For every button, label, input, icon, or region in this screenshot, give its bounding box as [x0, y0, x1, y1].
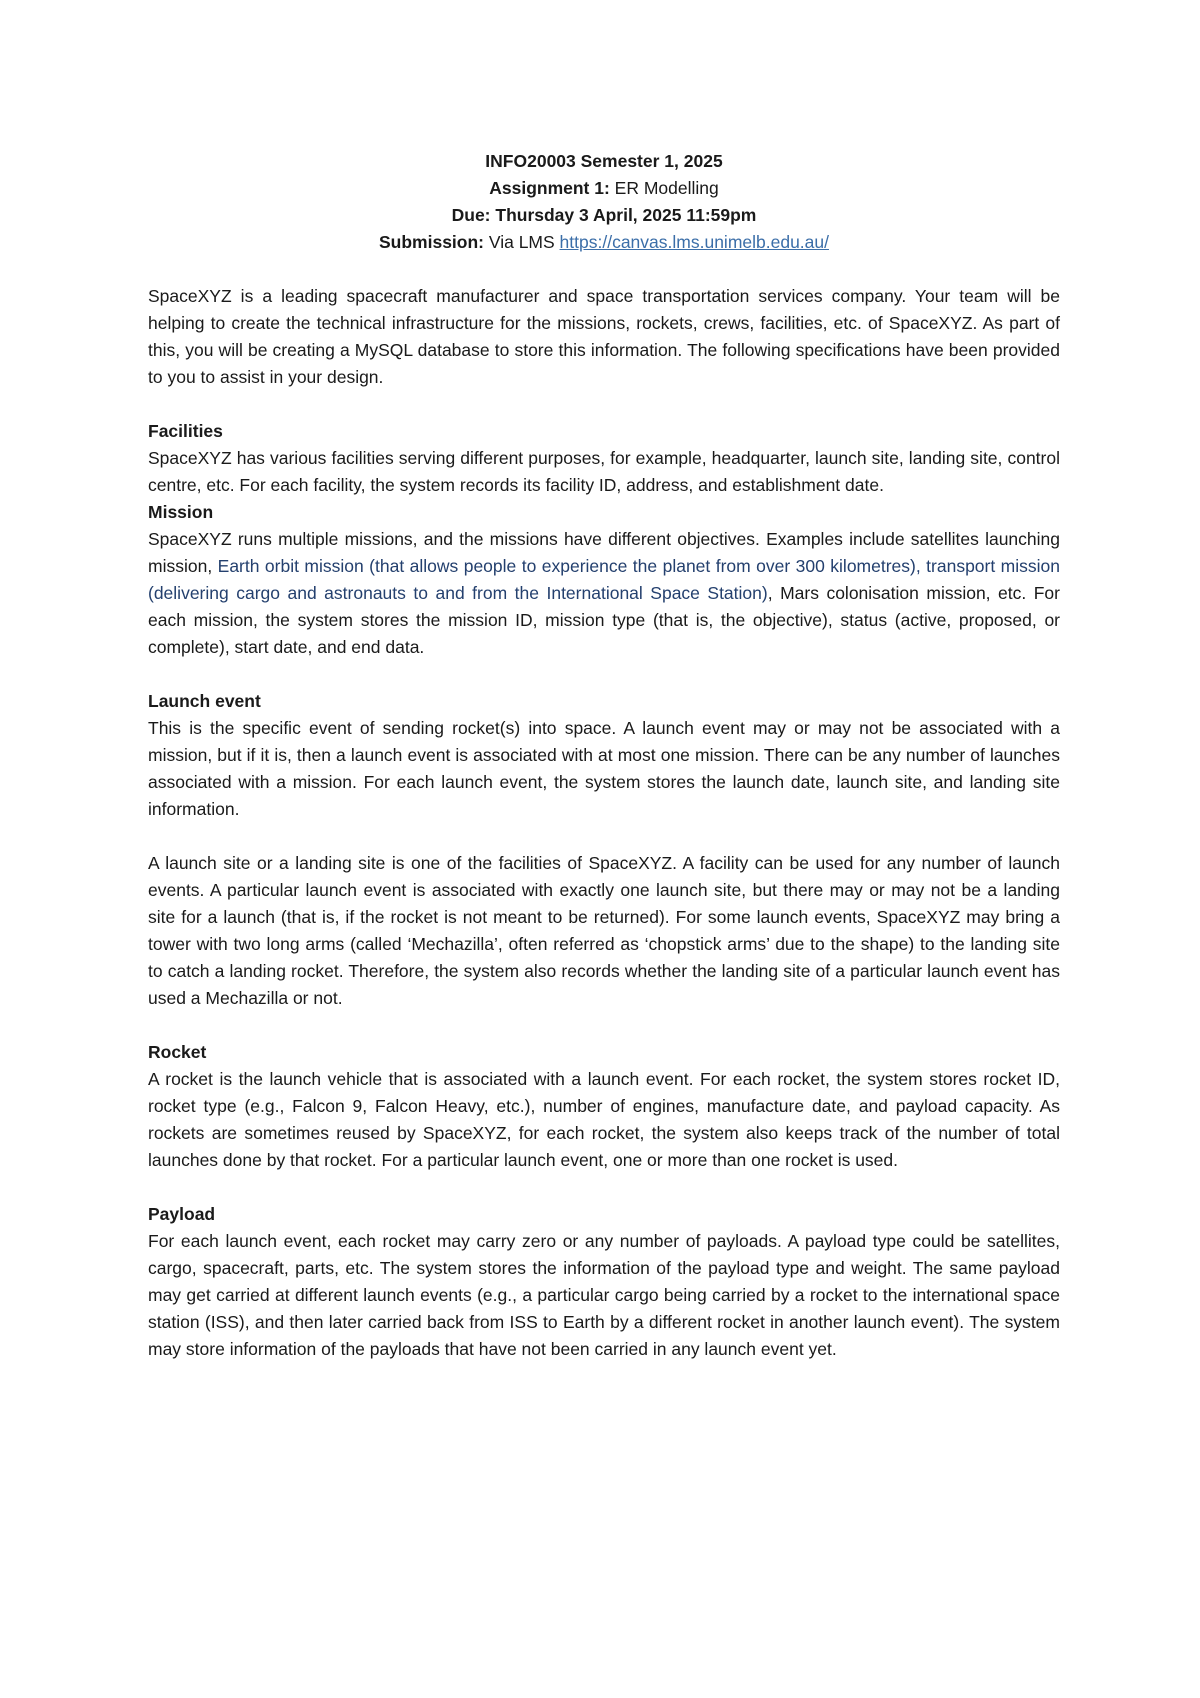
submission-text: Via LMS: [484, 232, 560, 252]
launch-event-heading: Launch event: [148, 691, 261, 711]
course-title: INFO20003 Semester 1, 2025: [485, 151, 723, 171]
assignment-title: ER Modelling: [609, 178, 719, 198]
launch-event-paragraph: This is the specific event of sending rocket(s) into space. A launch event may or may not be associated with a mission, but if it is, then a launch event is associated with at most one mission. There can be any number of launches associated with a mission. For each launch event, the system stores the launch date, launch site, and landing site information.: [148, 718, 1060, 819]
payload-paragraph: For each launch event, each rocket may carry zero or any number of payloads. A payload type could be satellites, cargo, spacecraft, parts, etc. The system stores the information of the payload type and weight. The same payload may get carried at different launch events (e.g., a particular cargo being carried by a rocket to the international space station (ISS), and then later carried back from ISS to Earth by a different rocket in another launch event). The system may store information of the payloads that have not been carried in any launch event yet.: [148, 1231, 1060, 1359]
lms-link[interactable]: https://canvas.lms.unimelb.edu.au/: [559, 232, 829, 252]
mission-heading: Mission: [148, 502, 214, 522]
mission-text-a: SpaceXYZ runs multiple missions, and the missions have different objectives. Examples include satellites launching mission,: [148, 529, 1060, 576]
launch-site-paragraph: A launch site or a landing site is one of the facilities of SpaceXYZ. A facility can be used for any number of launch events. A particular launch event is associated with exactly one launch site, but there may or may not be a landing site for a launch (that is, if the rocket is not meant to be returned). For some launch events, SpaceXYZ may bring a tower with two long arms (called ‘Mechazilla’, often referred as ‘chopstick arms’ due to the shape) to the landing site to catch a landing rocket. Therefore, the system also records whether the landing site of a particular launch event has used a Mechazilla or not.: [148, 853, 1060, 1008]
mission-text-highlight: Earth orbit mission (that allows people to experience the planet from over 300 kilometres), transport mission (delivering cargo and astronauts to and from the International Space Station): [148, 556, 1060, 603]
assignment-label: Assignment 1:: [489, 178, 610, 198]
rocket-heading: Rocket: [148, 1042, 207, 1062]
facilities-heading: Facilities: [148, 421, 223, 441]
submission-label: Submission:: [378, 232, 484, 252]
payload-heading: Payload: [148, 1204, 216, 1224]
rocket-paragraph: A rocket is the launch vehicle that is associated with a launch event. For each rocket, the system stores rocket ID, rocket type (e.g., Falcon 9, Falcon Heavy, etc.), number of engines, manufacture date, and payload capacity. As rockets are sometimes reused by SpaceXYZ, for each rocket, the system also keeps track of the number of total launches done by that rocket. For a particular launch event, one or more than one rocket is used.: [148, 1069, 1060, 1170]
mission-text-b: , Mars colonisation mission, etc. For each mission, the system stores the mission ID, mission type (that is, the objective), status (active, proposed, or complete), start date, and end data.: [148, 583, 1060, 657]
intro-paragraph: SpaceXYZ is a leading spacecraft manufacturer and space transportation services company. Your team will be helping to create the technical infrastructure for the missions, rockets, crews, facilities, etc. of SpaceXYZ. As part of this, you will be creating a MySQL database to store this information. The following specifications have been provided to you to assist in your design.: [148, 286, 1060, 387]
due-date: Due: Thursday 3 April, 2025 11:59pm: [451, 205, 757, 225]
facilities-paragraph: SpaceXYZ has various facilities serving different purposes, for example, headquarter, launch site, landing site, control centre, etc. For each facility, the system records its facility ID, address, and establishment date.: [148, 448, 1060, 495]
document-body: [148, 148, 1060, 1363]
assignment-line: [148, 175, 1060, 202]
document-header: [148, 148, 1060, 256]
mission-paragraph: [148, 526, 1060, 661]
submission-line: [148, 229, 1060, 256]
